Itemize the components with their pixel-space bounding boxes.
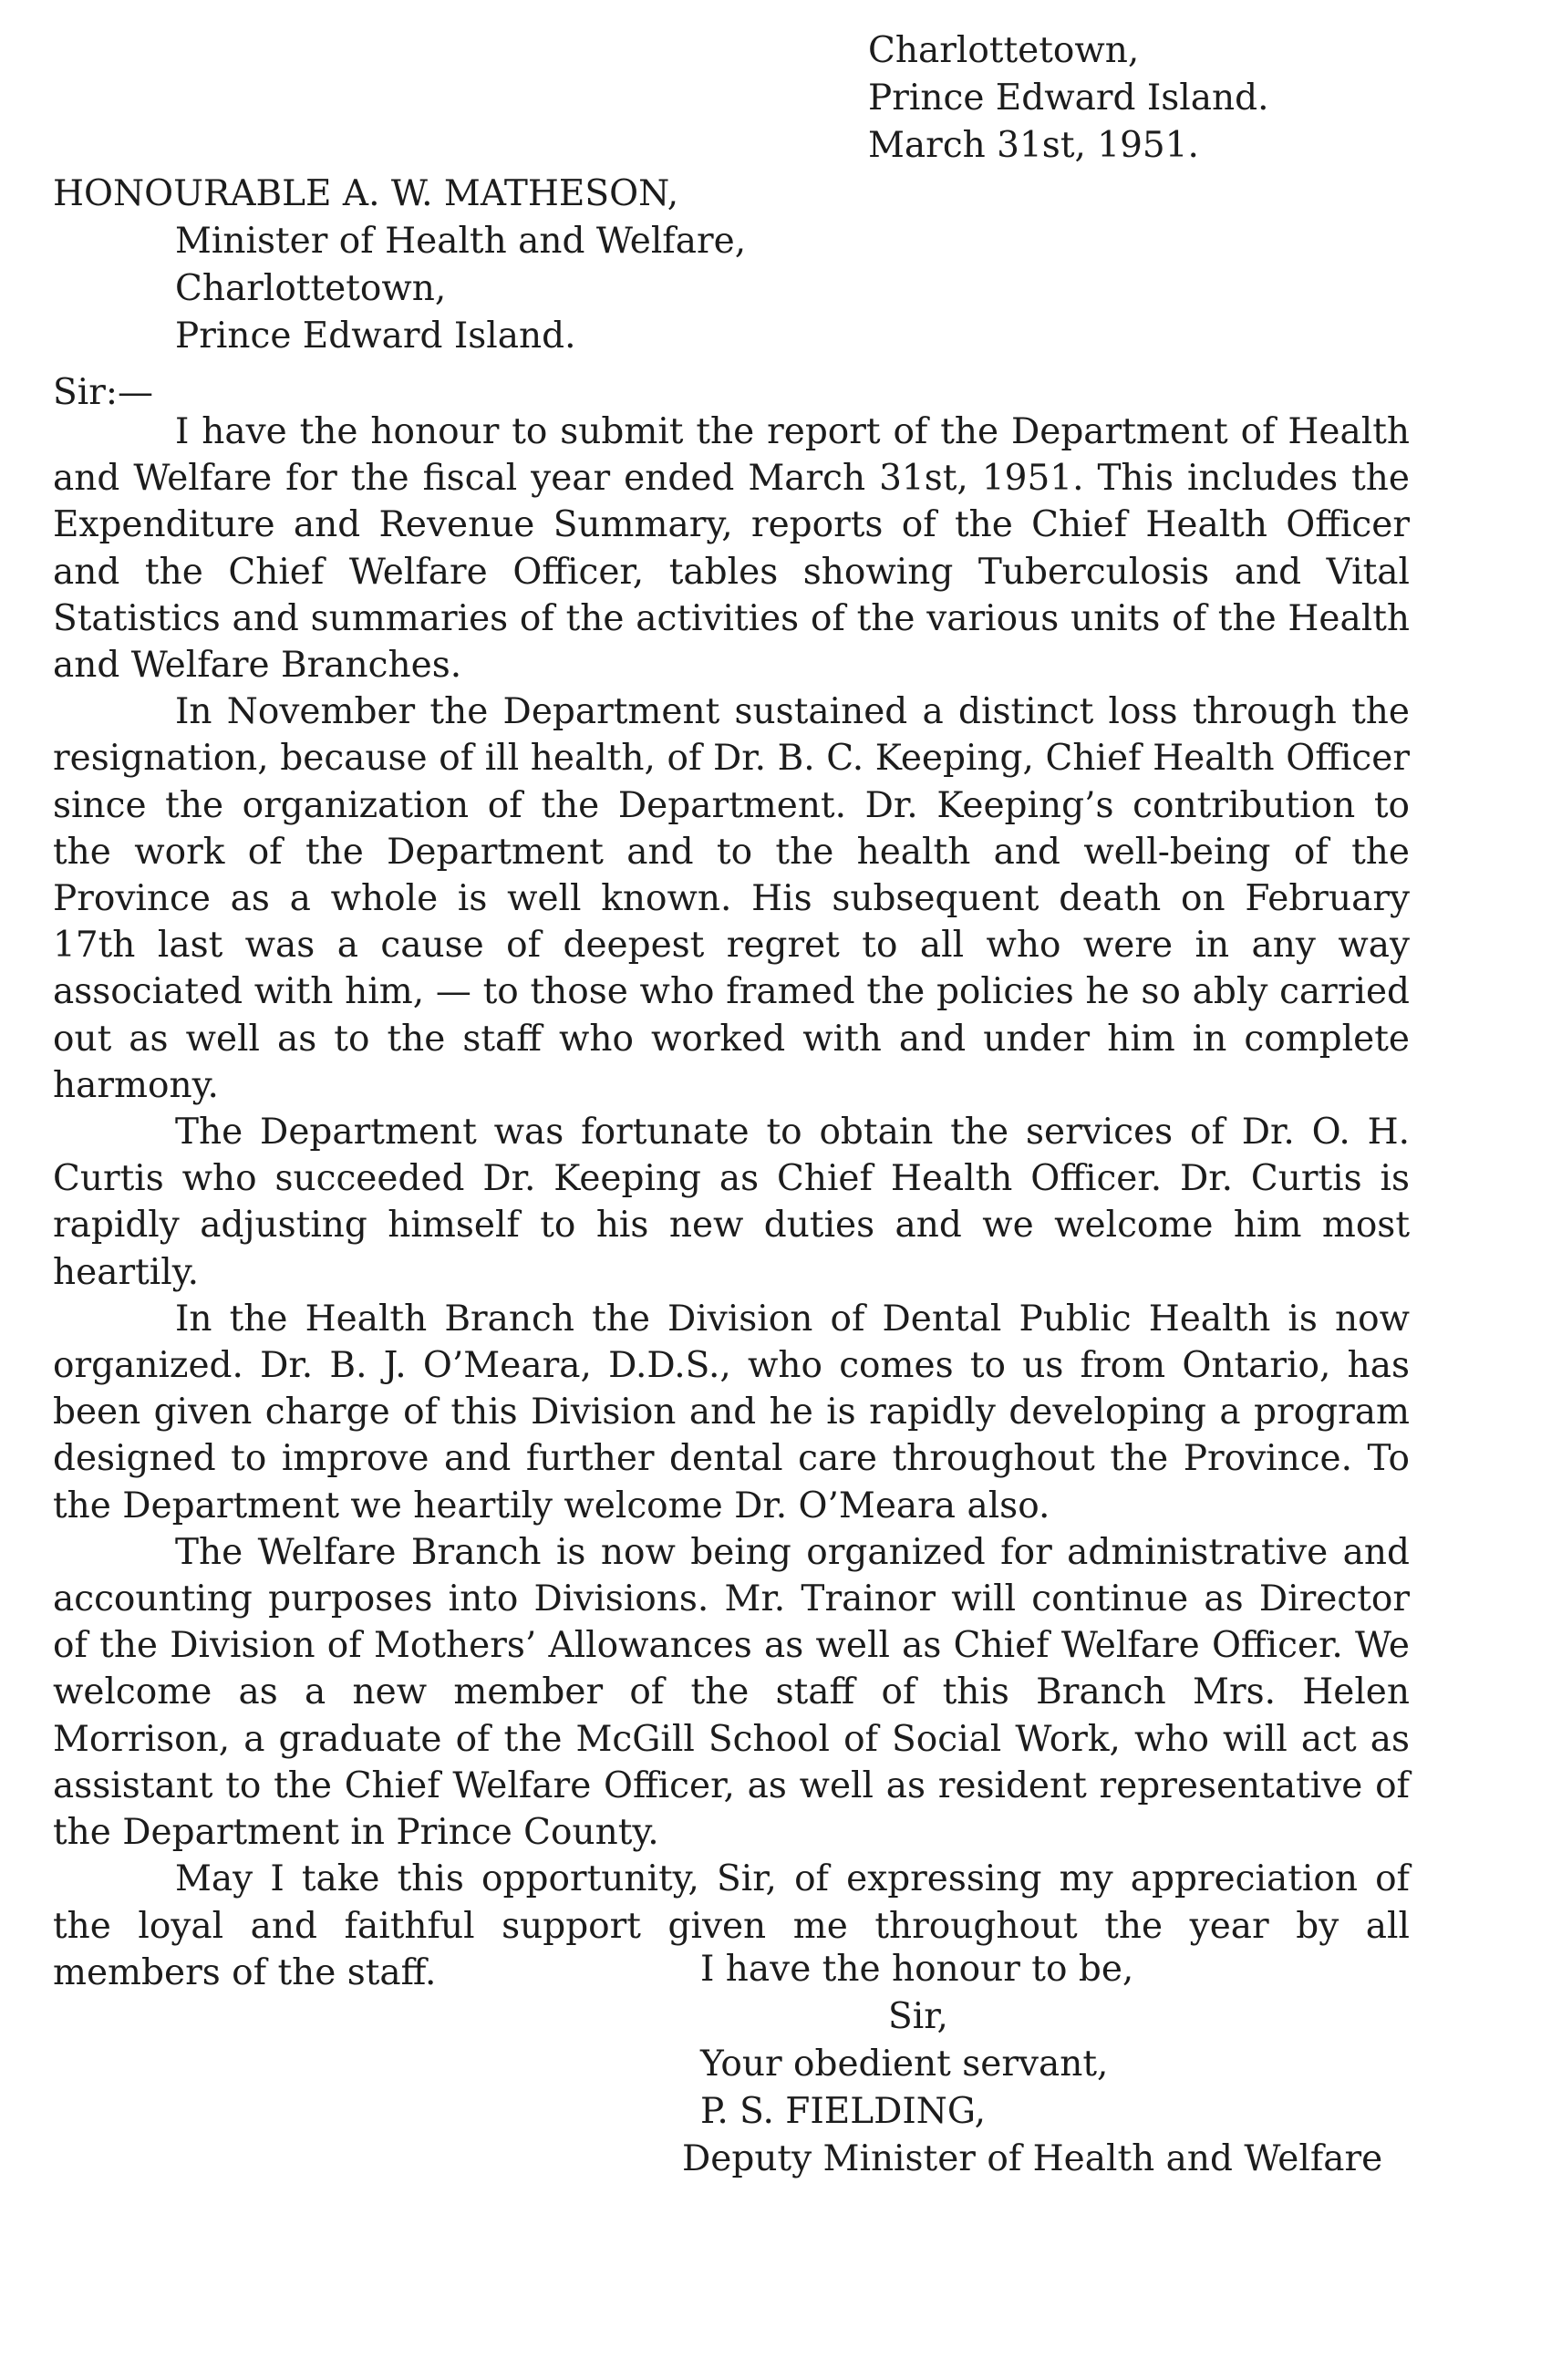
paragraph-appreciation: May I take this opportunity, Sir, of expressing my appreciation of the loyal and faithful support given me throughout the year by all members of the staff.	[53, 1858, 1410, 1993]
letter-body	[53, 409, 1410, 1996]
place-city: Charlottetown,	[868, 30, 1140, 71]
paragraph-keeping-resignation: In November the Department sustained a distinct loss through the resignation, because of ill health, of Dr. B. C. Keeping, Chief Health Officer since the organization of the Department. Dr. Keeping’s contribution to the work of the Department and to the health and well-being of the Province as a whole is well known. His subsequent death on February 17th last was a cause of deepest regret to all who were in any way associated with him, — to those who framed the policies he so ably carried out as well as to the staff who worked with and under him in complete harmony.	[53, 691, 1410, 1106]
salutation: Sir:—	[53, 372, 153, 413]
addressee-title: Minister of Health and Welfare,	[175, 221, 747, 262]
closing-servant: Your obedient servant,	[700, 2044, 1109, 2085]
closing-block	[682, 1946, 1382, 2183]
paragraph-dental-division: In the Health Branch the Division of Dental Public Health is now organized. Dr. B. J. O’Meara, D.D.S., who comes to us from Ontario, has been given charge of this Division and he is rapidly developing a program designed to improve and further dental care throughout the Province. To the Department we heartily welcome Dr. O’Meara also.	[53, 1298, 1410, 1526]
paragraph-curtis-appointment: The Department was fortunate to obtain the services of Dr. O. H. Curtis who succeeded Dr. Keeping as Chief Health Officer. Dr. Curtis is rapidly adjusting himself to his new duties and we welcome him most heartily.	[53, 1112, 1410, 1293]
closing-sir: Sir,	[888, 1996, 948, 2037]
place-date-block	[868, 27, 1269, 170]
addressee-province: Prince Edward Island.	[175, 316, 576, 357]
letter-date: March 31st, 1951.	[868, 125, 1199, 166]
addressee-block	[53, 171, 746, 360]
closing-honour: I have the honour to be,	[700, 1949, 1134, 1990]
signatory-title: Deputy Minister of Health and Welfare	[682, 2138, 1383, 2179]
addressee-name: HONOURABLE A. W. MATHESON,	[53, 173, 679, 214]
paragraph-report-intro: I have the honour to submit the report of the Department of Health and Welfare for the fiscal year ended March 31st, 1951. This includes the Expenditure and Revenue Summary, reports of the Chief Health Officer and the Chief Welfare Officer, tables showing Tuberculosis and Vital Statistics and summaries of the activities of the various units of the Health and Welfare Branches.	[53, 411, 1410, 687]
addressee-city: Charlottetown,	[175, 268, 447, 309]
place-province: Prince Edward Island.	[868, 78, 1269, 119]
signatory-name: P. S. FIELDING,	[700, 2091, 987, 2132]
paragraph-welfare-branch: The Welfare Branch is now being organized for administrative and accounting purposes into Divisions. Mr. Trainor will continue as Director of the Division of Mothers’ Allowances as well as Chief Welfare Officer. We welcome as a new member of the staff of this Branch Mrs. Helen Morrison, a graduate of the McGill School of Social Work, who will act as assistant to the Chief Welfare Officer, as well as resident representative of the Department in Prince County.	[53, 1531, 1410, 1854]
